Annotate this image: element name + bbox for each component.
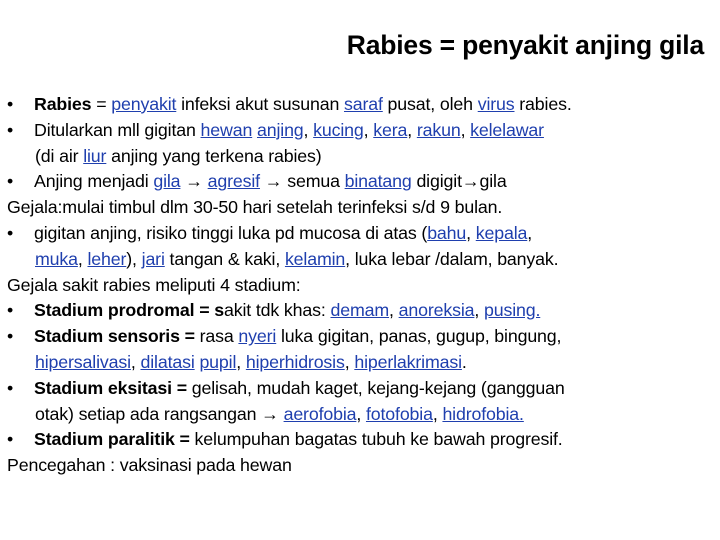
link-kelamin[interactable]: kelamin bbox=[284, 248, 346, 269]
text: , bbox=[303, 119, 314, 140]
bullet-stage-eksitasi-continued bbox=[7, 402, 715, 428]
text: anjing yang terkena rabies) bbox=[106, 145, 322, 166]
text: rabies. bbox=[514, 94, 572, 114]
text: , bbox=[344, 351, 355, 372]
text: infeksi akut susunan bbox=[176, 94, 344, 114]
slide-title: Rabies = penyakit anjing gila bbox=[346, 30, 704, 60]
link-bahu[interactable]: bahu bbox=[427, 222, 467, 243]
text: , luka lebar /dalam, banyak. bbox=[345, 248, 559, 269]
text: Ditularkan mll gigitan bbox=[34, 119, 201, 140]
link-kepala[interactable]: kepala bbox=[475, 222, 528, 243]
link-rakun[interactable]: rakun bbox=[416, 119, 461, 140]
link-anoreksia[interactable]: anoreksia bbox=[398, 300, 475, 321]
bullet-marker: • bbox=[7, 377, 14, 398]
text: Anjing menjadi bbox=[34, 171, 154, 192]
text: , bbox=[432, 403, 443, 424]
bullet-marker: • bbox=[7, 94, 14, 114]
text: , bbox=[527, 222, 533, 243]
prevention-text: Pencegahan : vaksinasi pada hewan bbox=[7, 455, 292, 476]
stages-intro-text: Gejala sakit rabies meliputi 4 stadium: bbox=[7, 274, 301, 295]
link-hewan[interactable]: hewan bbox=[200, 119, 253, 140]
bold-term: Stadium prodromal = s bbox=[34, 300, 225, 321]
bullet-marker: • bbox=[7, 119, 14, 140]
text: , bbox=[363, 119, 374, 140]
symptom-onset-text: Gejala:mulai timbul dlm 30-50 hari setelah terinfeksi s/d 9 bulan. bbox=[7, 197, 503, 218]
bullet-stage-prodromal bbox=[7, 298, 715, 324]
link-kucing[interactable]: kucing bbox=[313, 119, 364, 140]
text: , bbox=[407, 119, 417, 140]
link-dilatasi[interactable]: dilatasi bbox=[140, 351, 195, 372]
link-kelelawar[interactable]: kelelawar bbox=[470, 119, 544, 140]
link-anjing[interactable]: anjing bbox=[256, 119, 304, 140]
arrow-right-icon: → bbox=[264, 171, 283, 192]
text: gelisah, mudah kaget, kejang-kejang (gangguan bbox=[191, 377, 565, 398]
link-agresif[interactable]: agresif bbox=[207, 171, 260, 192]
text: = bbox=[91, 94, 112, 114]
text: digigit bbox=[411, 171, 462, 192]
bullet-marker: • bbox=[7, 171, 14, 192]
link-jari[interactable]: jari bbox=[141, 248, 165, 269]
text: (di air bbox=[35, 145, 84, 166]
bullet-stage-paralitik bbox=[7, 427, 715, 453]
bold-term: Stadium paralitik = bbox=[34, 429, 195, 450]
bullet-stage-sensoris bbox=[7, 324, 715, 350]
arrow-right-icon: → bbox=[185, 171, 203, 192]
link-binatang[interactable]: binatang bbox=[344, 171, 412, 192]
text: gila bbox=[479, 171, 507, 192]
text: , bbox=[474, 300, 484, 321]
text: otak) setiap ada rangsangan bbox=[35, 403, 262, 424]
bullet-marker: • bbox=[7, 222, 14, 243]
bold-term: Stadium sensoris = bbox=[34, 326, 200, 347]
text: . bbox=[461, 351, 467, 372]
link-pusing[interactable]: pusing. bbox=[483, 300, 541, 321]
text: , bbox=[77, 248, 88, 269]
link-hiperhidrosis[interactable]: hiperhidrosis bbox=[245, 351, 345, 372]
slide-body bbox=[7, 92, 715, 479]
text: ), bbox=[126, 248, 142, 269]
text: , bbox=[356, 403, 366, 424]
arrow-right-icon: → bbox=[461, 171, 480, 192]
text: semua bbox=[282, 171, 345, 192]
text: pusat, oleh bbox=[382, 94, 478, 114]
link-demam[interactable]: demam bbox=[330, 300, 390, 321]
bullet-aggression bbox=[7, 169, 715, 195]
link-virus[interactable]: virus bbox=[477, 94, 515, 114]
link-hipersalivasi[interactable]: hipersalivasi bbox=[35, 351, 131, 372]
link-hidrofobia[interactable]: hidrofobia. bbox=[442, 403, 524, 424]
bullet-marker: • bbox=[7, 300, 14, 321]
text: luka gigitan, panas, gugup, bingung, bbox=[276, 326, 562, 347]
arrow-right-icon: → bbox=[261, 403, 279, 424]
bullet-rabies-definition bbox=[7, 92, 715, 118]
link-leher[interactable]: leher bbox=[87, 248, 127, 269]
text: , bbox=[389, 300, 399, 321]
link-nyeri[interactable]: nyeri bbox=[238, 326, 277, 347]
bullet-stage-eksitasi bbox=[7, 376, 715, 402]
bullet-transmission-continued bbox=[7, 144, 715, 170]
link-saraf[interactable]: saraf bbox=[343, 94, 383, 114]
text: , bbox=[130, 351, 141, 372]
link-penyakit[interactable]: penyakit bbox=[111, 94, 177, 114]
text: , bbox=[236, 351, 246, 372]
link-gila[interactable]: gila bbox=[153, 171, 181, 192]
text: gigitan anjing, risiko tinggi luka pd mucosa di atas ( bbox=[34, 222, 428, 243]
bold-term: Stadium eksitasi = bbox=[34, 377, 192, 398]
text: , bbox=[466, 222, 476, 243]
text: rasa bbox=[199, 326, 239, 347]
link-pupil[interactable]: pupil bbox=[199, 351, 237, 372]
link-kera[interactable]: kera bbox=[373, 119, 408, 140]
link-aerofobia[interactable]: aerofobia bbox=[283, 403, 357, 424]
text: kelumpuhan bagatas tubuh ke bawah progresif. bbox=[194, 429, 563, 450]
bullet-stage-sensoris-continued bbox=[7, 350, 715, 376]
link-liur[interactable]: liur bbox=[83, 145, 107, 166]
bold-term: Rabies bbox=[34, 94, 92, 114]
bullet-bite-risk bbox=[7, 221, 715, 247]
link-hiperlakrimasi[interactable]: hiperlakrimasi bbox=[354, 351, 462, 372]
text: tangan & kaki, bbox=[164, 248, 285, 269]
text: , bbox=[460, 119, 471, 140]
bullet-transmission bbox=[7, 118, 715, 144]
link-fotofobia[interactable]: fotofobia bbox=[365, 403, 433, 424]
text: akit tdk khas: bbox=[224, 300, 331, 321]
link-muka[interactable]: muka bbox=[35, 248, 78, 269]
bullet-marker: • bbox=[7, 326, 14, 347]
bullet-bite-risk-continued bbox=[7, 247, 715, 273]
bullet-marker: • bbox=[7, 429, 14, 450]
